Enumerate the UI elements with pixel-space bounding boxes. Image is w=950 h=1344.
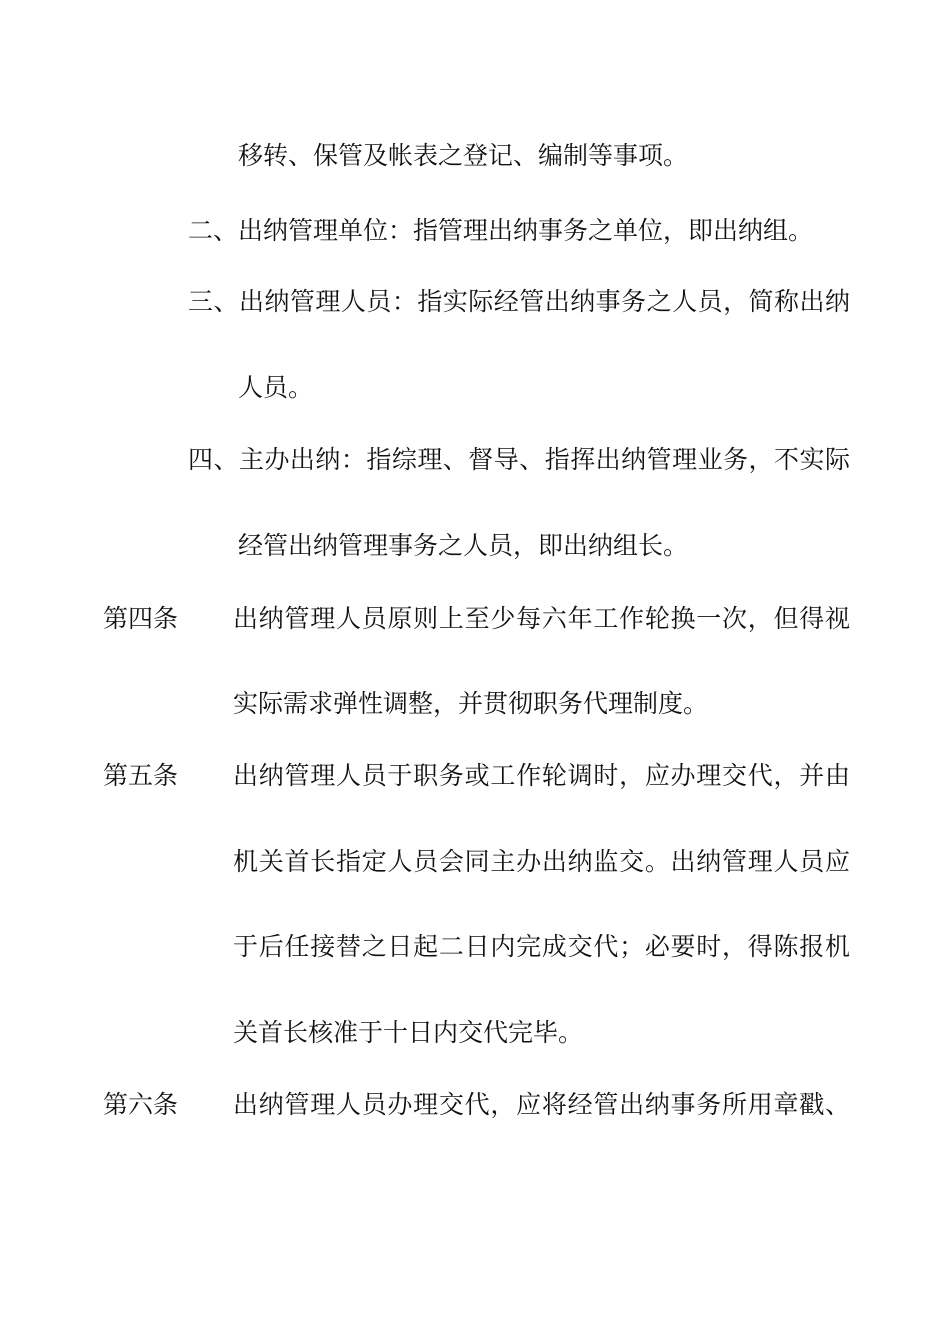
list-item-4: 四、主办出纳：指综理、督导、指挥出纳管理业务，不实际	[188, 445, 850, 474]
article-4-line: 出纳管理人员原则上至少每六年工作轮换一次，但得视	[233, 604, 850, 633]
article-6-line: 出纳管理人员办理交代，应将经管出纳事务所用章戳、	[233, 1090, 850, 1119]
list-item-4-continuation: 经管出纳管理事务之人员，即出纳组长。	[238, 531, 689, 560]
article-4-line: 实际需求弹性调整，并贯彻职务代理制度。	[233, 689, 709, 718]
text-line: 移转、保管及帐表之登记、编制等事项。	[238, 141, 689, 170]
article-label-5: 第五条	[103, 761, 179, 790]
list-item-3-continuation: 人员。	[238, 373, 314, 402]
article-label-6: 第六条	[103, 1090, 179, 1119]
list-item-2: 二、出纳管理单位：指管理出纳事务之单位，即出纳组。	[188, 216, 814, 245]
article-5-line: 于后任接替之日起二日内完成交代；必要时，得陈报机	[233, 932, 850, 961]
article-5-line: 机关首长指定人员会同主办出纳监交。出纳管理人员应	[233, 847, 850, 876]
article-label-4: 第四条	[103, 604, 179, 633]
article-5-line: 出纳管理人员于职务或工作轮调时，应办理交代，并由	[233, 761, 850, 790]
article-5-line: 关首长核准于十日内交代完毕。	[233, 1018, 584, 1047]
list-item-3: 三、出纳管理人员：指实际经管出纳事务之人员，简称出纳	[188, 287, 850, 316]
